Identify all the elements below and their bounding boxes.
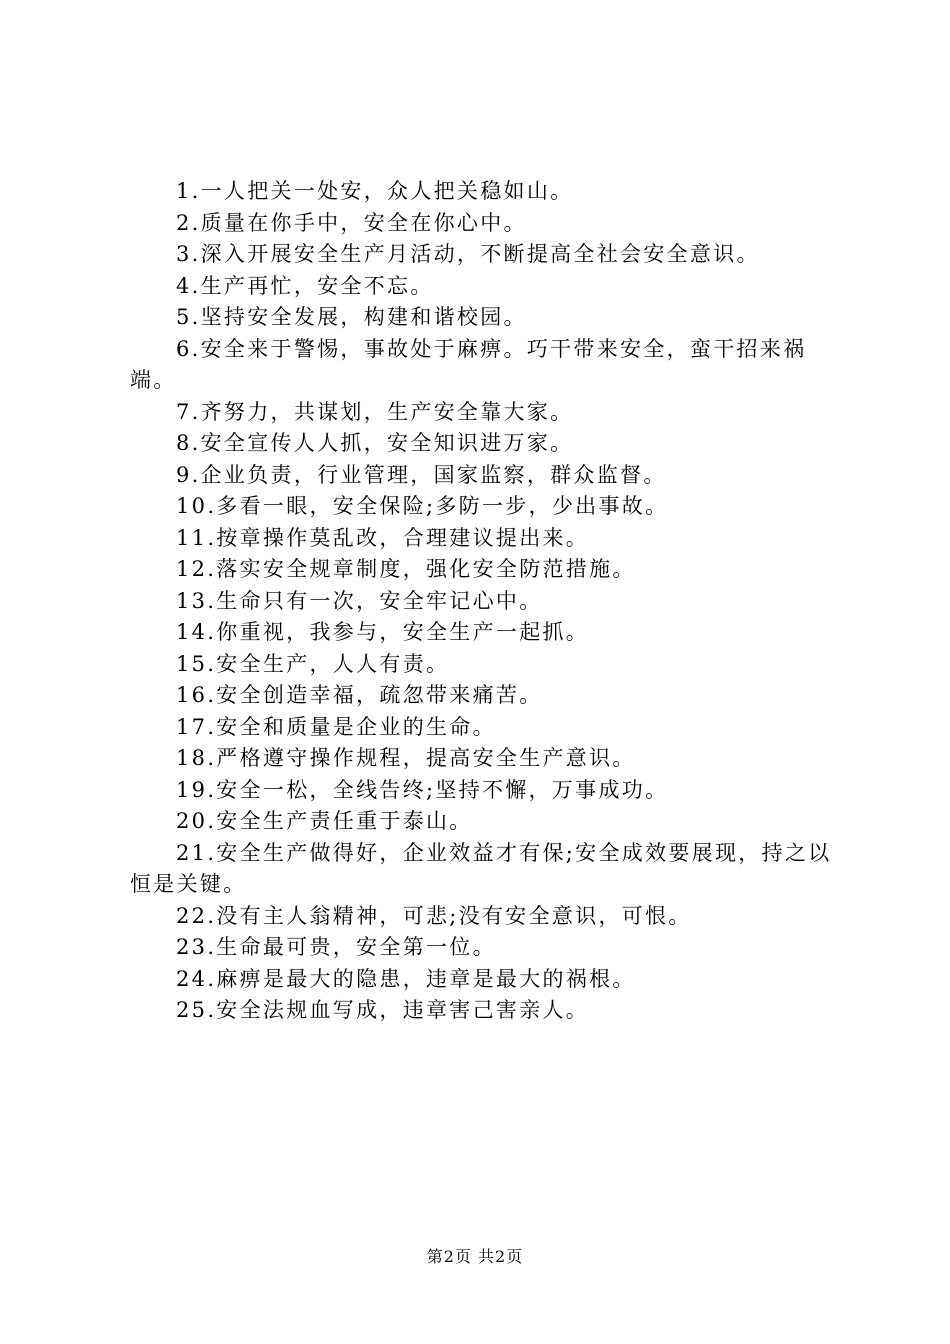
list-item: 12.落实安全规章制度，强化安全防范措施。 xyxy=(176,557,636,581)
list-item: 17.安全和质量是企业的生命。 xyxy=(176,714,496,739)
list-item: 8.安全宣传人人抓，安全知识进万家。 xyxy=(176,431,574,455)
list-item: 14.你重视，我参与，安全生产一起抓。 xyxy=(176,620,590,644)
list-item: 11.按章操作莫乱改，合理建议提出来。 xyxy=(176,525,590,550)
list-item: 7.齐努力，共谋划，生产安全靠大家。 xyxy=(176,399,574,424)
list-item: 5.坚持安全发展，构建和谐校园。 xyxy=(176,305,527,329)
list-item: 24.麻痹是最大的隐患，违章是最大的祸根。 xyxy=(176,966,636,991)
list-item: 18.严格遵守操作规程，提高安全生产意识。 xyxy=(176,746,636,770)
list-item: 15.安全生产，人人有责。 xyxy=(176,651,450,676)
list-item: 3.深入开展安全生产月活动，不断提高全社会安全意识。 xyxy=(176,242,760,266)
list-item: 22.没有主人翁精神，可悲;没有安全意识，可恨。 xyxy=(176,903,692,928)
list-item: 25.安全法规血写成，违章害己害亲人。 xyxy=(176,998,590,1022)
list-item: 16.安全创造幸福，疏忽带来痛苦。 xyxy=(176,683,543,707)
list-item: 6.安全来于警惕，事故处于麻痹。巧干带来安全，蛮干招来祸端。 xyxy=(130,336,807,392)
list-item: 9.企业负责，行业管理，国家监察，群众监督。 xyxy=(176,462,667,487)
document-body xyxy=(130,176,832,1027)
list-item: 20.安全生产责任重于泰山。 xyxy=(176,809,473,833)
list-item: 19.安全一松，全线告终;坚持不懈，万事成功。 xyxy=(176,777,669,802)
list-item: 21.安全生产做得好，企业效益才有保;安全成效要展现，持之以恒是关键。 xyxy=(130,840,832,896)
list-item: 4.生产再忙，安全不忘。 xyxy=(176,273,434,298)
list-item: 10.多看一眼，安全保险;多防一步，少出事故。 xyxy=(176,494,669,518)
list-item: 13.生命只有一次，安全牢记心中。 xyxy=(176,588,543,613)
list-item: 2.质量在你手中，安全在你心中。 xyxy=(176,210,527,235)
page-number-footer: 第2页 共2页 xyxy=(426,1247,524,1266)
list-item: 1.一人把关一处安，众人把关稳如山。 xyxy=(176,179,574,203)
list-item: 23.生命最可贵，安全第一位。 xyxy=(176,935,496,959)
